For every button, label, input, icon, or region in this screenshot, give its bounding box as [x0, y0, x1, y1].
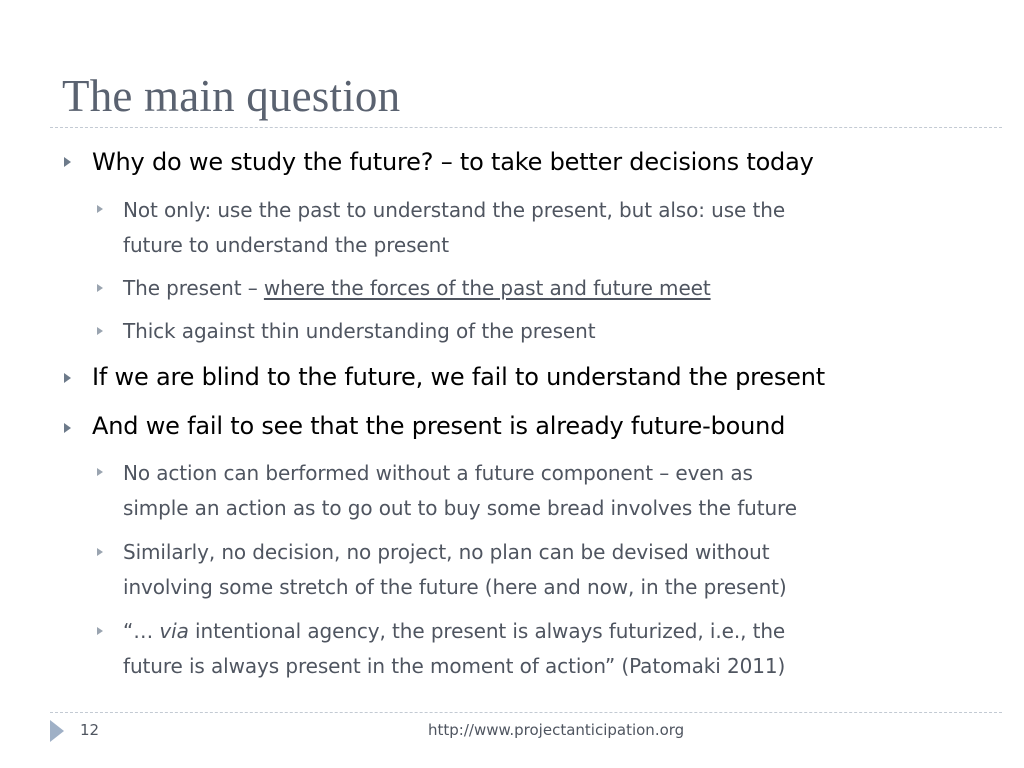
sub-bullet-text: Thick against thin understanding of the present — [123, 319, 596, 343]
sub-bullet-rest: intentional agency, the present is always futurized, i.e., the — [188, 619, 786, 643]
sub-bullet-text-line: future to understand the present — [123, 233, 449, 257]
bullet-arrow-icon — [97, 548, 103, 556]
bullet-text: And we fail to see that the present is already future-bound — [92, 412, 786, 440]
bullet-arrow-icon — [64, 423, 71, 433]
sub-bullet-text-line: No action can berformed without a future component – even as — [123, 461, 753, 485]
footer-divider — [50, 712, 1002, 713]
underlined-phrase: where the forces of the past and future meet — [263, 276, 711, 300]
bullet-arrow-icon — [97, 327, 103, 335]
bullet-arrow-icon — [97, 284, 103, 292]
footer-url: http://www.projectanticipation.org — [428, 721, 685, 739]
sub-bullet-text-line: Similarly, no decision, no project, no plan can be devised without — [123, 540, 770, 564]
open-quote: “… — [123, 619, 160, 643]
sub-bullet-prefix: The present – — [123, 276, 264, 300]
bullet-arrow-icon — [64, 157, 71, 167]
sub-bullet-text-line — [123, 614, 785, 649]
bullet-text: Why do we study the future? – to take better decisions today — [92, 148, 814, 176]
bullet-arrow-icon — [97, 627, 103, 635]
bullet-arrow-icon — [97, 205, 103, 213]
bullet-text: If we are blind to the future, we fail to understand the present — [92, 363, 825, 391]
sub-bullet-text-line: involving some stretch of the future (here and now, in the present) — [123, 575, 787, 599]
italic-word: via — [159, 619, 189, 643]
bullet-arrow-icon — [64, 373, 71, 383]
footer-arrow-icon — [50, 720, 64, 742]
slide-title: The main question — [62, 71, 401, 121]
sub-bullet-text — [123, 271, 711, 306]
sub-bullet-text-line: Not only: use the past to understand the present, but also: use the — [123, 198, 786, 222]
sub-bullet-text-line: future is always present in the moment of action” (Patomaki 2011) — [123, 654, 786, 678]
page-number: 12 — [80, 721, 100, 739]
sub-bullet-text-line: simple an action as to go out to buy some bread involves the future — [123, 496, 797, 520]
bullet-arrow-icon — [97, 468, 103, 476]
title-divider — [50, 127, 1002, 128]
